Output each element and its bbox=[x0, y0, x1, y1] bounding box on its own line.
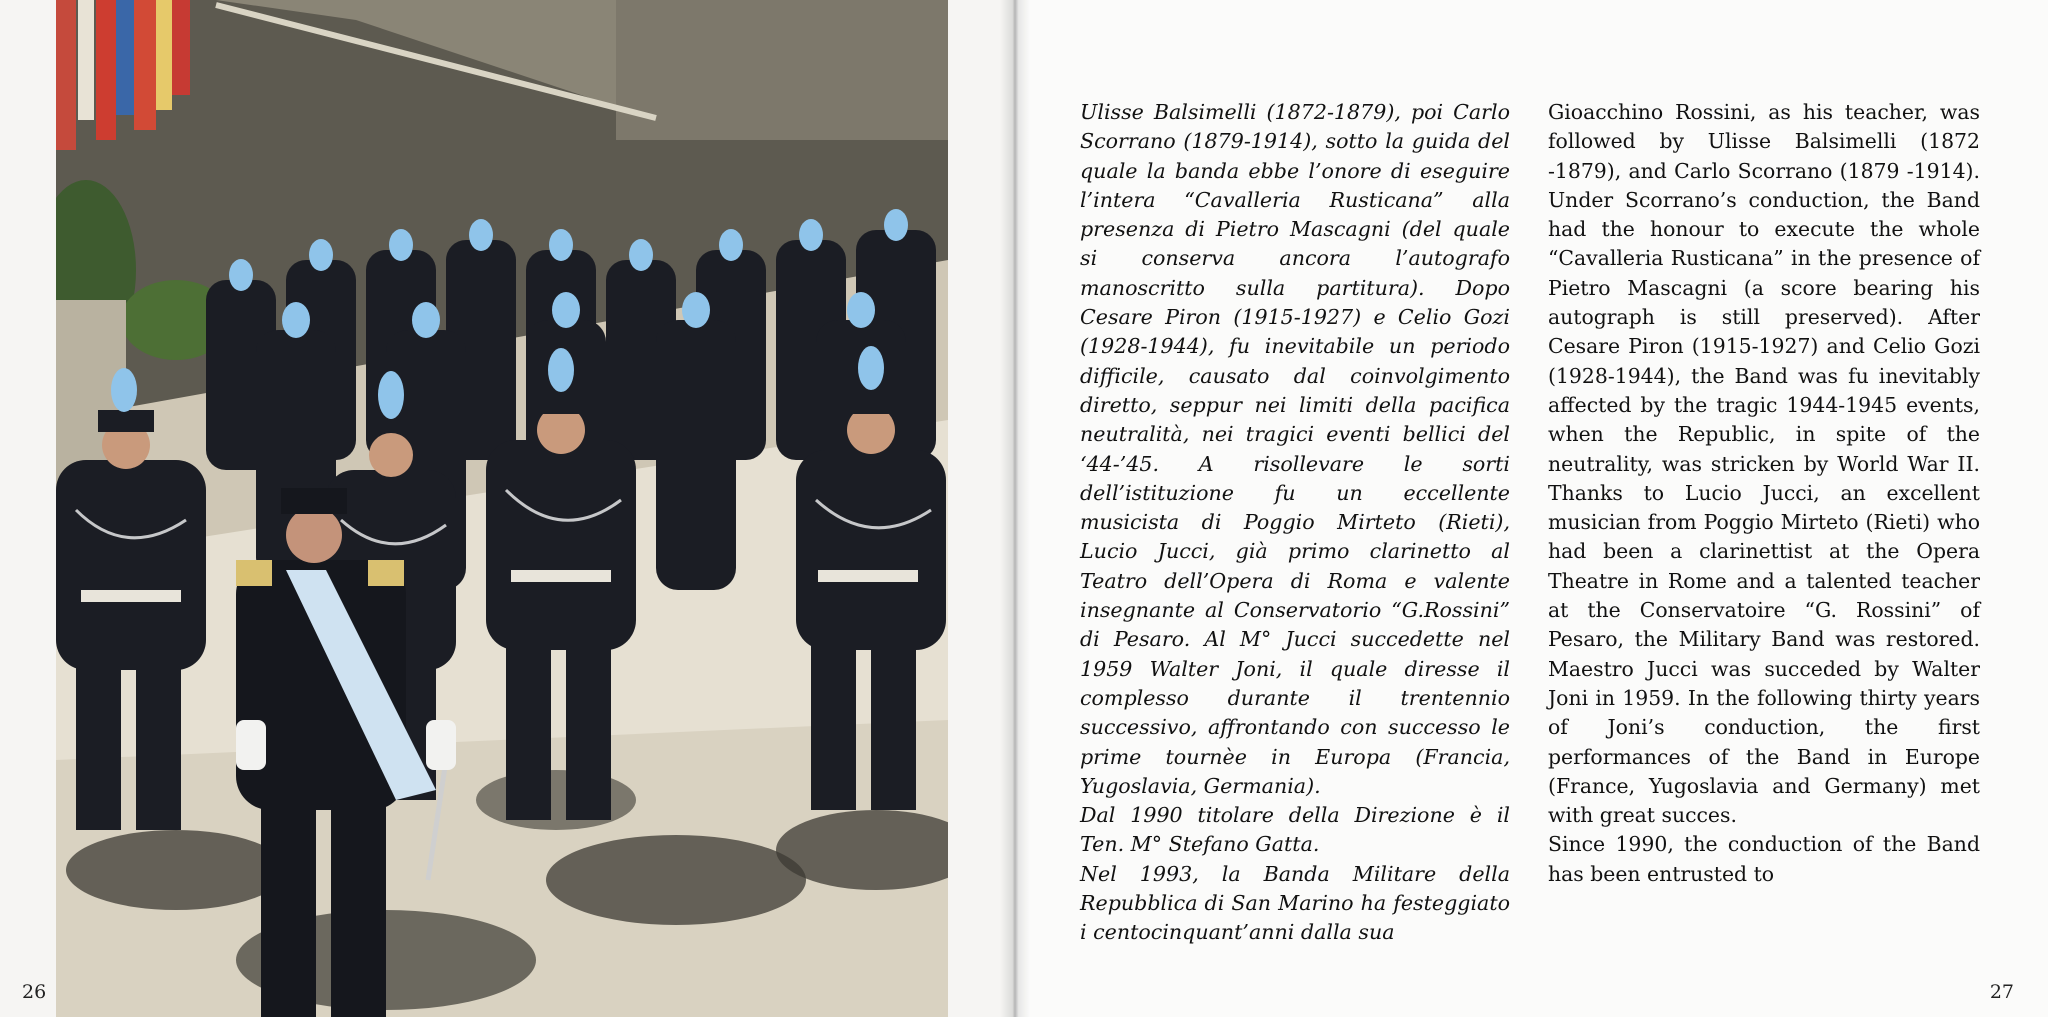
page-number-left: 26 bbox=[22, 981, 47, 1003]
book-gutter-shadow bbox=[1000, 0, 1030, 1017]
marching-band-photo bbox=[56, 0, 948, 1017]
left-page bbox=[0, 0, 1012, 1017]
english-text-column: Gioacchino Rossini, as his teacher, was followed by Ulisse Balsimelli (1872 -1879), and Carlo Scorrano (1879 -1914). Under Scorrano’s conduction, the Band had the honour to execute the whole “Cavalleria Rusticana” in the presence of Pietro Mascagni (a score bearing his autograph is still preserved). After Cesare Piron (1915-1927) and Celio Gozi (1928-1944), the Band was fu inevitably affected by the tragic 1944-1945 events, when the Republic, in spite of the neutrality, was stricken by World War II. Thanks to Lucio Jucci, an excellent musician from Poggio Mirteto (Rieti) who had been a clarinettist at the Opera Theatre in Rome and a talented teacher at the Conservatoire “G. Rossini” of Pesaro, the Military Band was restored. Maestro Jucci was succeded by Walter Joni in 1959. In the following thirty years of Joni’s conduction, the first performances of the Band in Europe (France, Yugoslavia and Germany) met with great succes. Since 1990, the conduction of the Band has been entrusted to bbox=[1548, 100, 1980, 886]
italian-text-column: Ulisse Balsimelli (1872-1879), poi Carlo Scorrano (1879-1914), sotto la guida del quale la banda ebbe l’onore di eseguire l’intera “Cavalleria Rusticana” alla presenza di Pietro Mascagni (del quale si conserva ancora l’autografo manoscritto sulla partitura). Dopo Cesare Piron (1915-1927) e Celio Gozi (1928-1944), fu inevitabile un periodo difficile, causato dal coinvolgimento diretto, seppur nei limiti della pacifica neutralità, nei tragici eventi bellici del ‘44-’45. A risollevare le sorti dell’istituzione fu un eccellente musicista di Poggio Mirteto (Rieti), Lucio Jucci, già primo clarinetto al Teatro dell’Opera di Roma e valente insegnante al Conservatorio “G.Rossini” di Pesaro. Al M° Jucci succedette nel 1959 Walter Joni, il quale diresse il complesso durante il trentennio successivo, affrontando con successo le prime tournèe in Europa (Francia, Yugoslavia, Germania). Dal 1990 titolare della Direzione è il Ten. M° Stefano Gatta. Nel 1993, la Banda Militare della Repubblica di San Marino ha festeggiato i centocinquant’anni dalla sua bbox=[1080, 100, 1510, 945]
page-number-right: 27 bbox=[1989, 981, 2014, 1003]
right-page bbox=[1012, 0, 2048, 1017]
